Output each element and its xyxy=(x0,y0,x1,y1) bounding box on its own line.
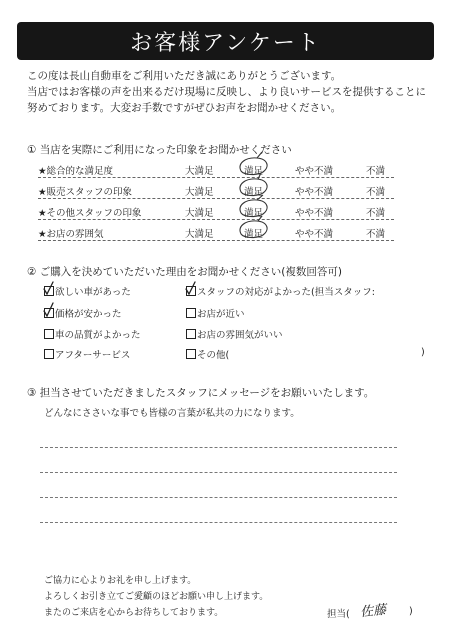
question-3-subtext: どんなにささいな事でも皆様の言葉が私共の力になります。 xyxy=(44,408,300,419)
rating-option[interactable]: 不満 xyxy=(366,208,386,219)
rating-row-label: ★その他スタッフの印象 xyxy=(38,208,142,219)
intro-line: この度は長山自動車をご利用いただき誠にありがとうございます。 xyxy=(27,70,342,82)
intro-line: 努めております。大変お手数ですがぜひお声をお聞かせください。 xyxy=(27,102,342,114)
staff-label: 担当( xyxy=(327,609,350,620)
reason-label: 欲しい車があった xyxy=(55,287,131,298)
rating-option[interactable]: 大満足 xyxy=(185,187,214,198)
reason-label: 価格が安かった xyxy=(55,309,122,320)
staff-name-handwritten: 佐藤 xyxy=(359,602,387,621)
rating-option[interactable]: やや不満 xyxy=(295,229,334,240)
check-mark xyxy=(44,303,53,316)
question-1-label: ① 当店を実際にご利用になった印象をお聞かせください xyxy=(27,144,292,156)
closing-line: またのご来店を心からお待ちしております。 xyxy=(44,608,224,618)
rating-option-selected[interactable]: 満足 xyxy=(244,208,264,219)
closing-text xyxy=(44,573,268,621)
staff-close-paren: ) xyxy=(409,606,413,617)
message-line[interactable] xyxy=(40,497,397,498)
reason-label: お店が近い xyxy=(197,309,245,320)
rating-option-selected[interactable]: 満足 xyxy=(244,187,264,198)
reason-label: その他( xyxy=(197,350,230,361)
closing-line: よろしくお引き立てご愛顧のほどお願い申し上げます。 xyxy=(44,592,269,602)
rating-option[interactable]: 不満 xyxy=(366,166,386,177)
message-line[interactable] xyxy=(40,447,397,448)
reason-label: お店の雰囲気がいい xyxy=(197,330,283,341)
rating-option[interactable]: やや不満 xyxy=(295,166,334,177)
rating-option[interactable]: 大満足 xyxy=(185,229,214,240)
message-line[interactable] xyxy=(40,522,397,523)
rating-option[interactable]: 不満 xyxy=(366,229,386,240)
check-mark xyxy=(186,282,195,294)
reason-label: アフターサービス xyxy=(55,350,131,361)
rating-option[interactable]: 不満 xyxy=(366,187,386,198)
rating-option-selected[interactable]: 満足 xyxy=(244,166,264,177)
reason-label: 車の品質がよかった xyxy=(55,330,141,341)
rating-row-label: ★お店の雰囲気 xyxy=(38,229,104,240)
reason-label: スタッフの対応がよかった(担当スタッフ: xyxy=(197,287,375,298)
closing-line: ご協力に心よりお礼を申し上げます。 xyxy=(44,576,197,586)
other-close-paren: ) xyxy=(421,347,425,358)
rating-option[interactable]: やや不満 xyxy=(295,208,334,219)
check-mark xyxy=(44,282,53,294)
question-3-label: ③ 担当させていただきましたスタッフにメッセージをお願いいたします。 xyxy=(27,387,375,399)
rating-row-label: ★販売スタッフの印象 xyxy=(38,187,133,198)
rating-option[interactable]: 大満足 xyxy=(185,166,214,177)
question-2-label: ② ご購入を決めていただいた理由をお聞かせください(複数回答可) xyxy=(27,266,342,278)
rating-option[interactable]: 大満足 xyxy=(185,208,214,219)
page-title: お客様アンケート xyxy=(17,22,434,60)
rating-row-label: ★総合的な満足度 xyxy=(38,166,114,177)
rating-option[interactable]: やや不満 xyxy=(295,187,334,198)
intro-line: 当店ではお客様の声を出来るだけ現場に反映し、より良いサービスを提供することに xyxy=(27,86,426,98)
message-line[interactable] xyxy=(40,472,397,473)
rating-option-selected[interactable]: 満足 xyxy=(244,229,264,240)
